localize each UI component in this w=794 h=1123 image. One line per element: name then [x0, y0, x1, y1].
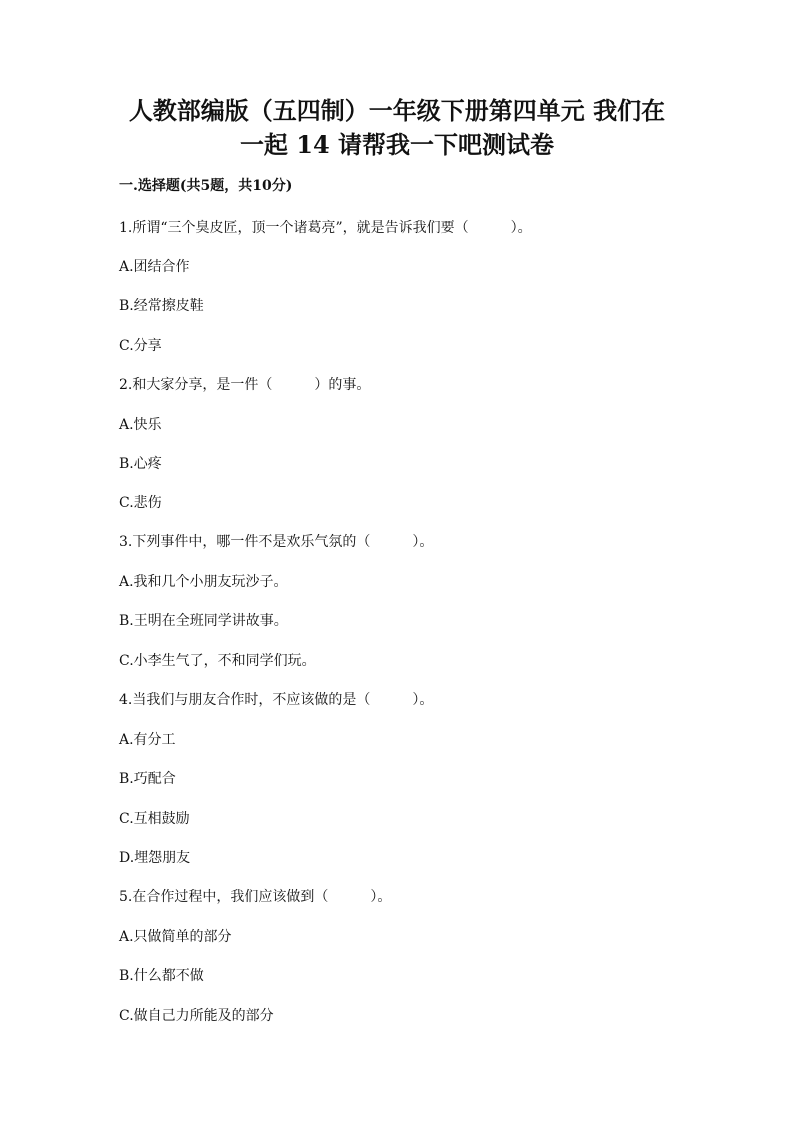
document-title-line-2: 一起 14 请帮我一下吧测试卷	[239, 130, 555, 159]
question-4-option-d: D.埋怨朋友	[119, 850, 191, 866]
question-2-option-c: C.悲伤	[119, 495, 162, 511]
question-5-option-c: C.做自己力所能及的部分	[119, 1008, 274, 1024]
question-1-option-b: B.经常擦皮鞋	[119, 298, 204, 314]
question-2-option-b: B.心疼	[119, 456, 162, 472]
question-2-option-a: A.快乐	[119, 417, 162, 433]
question-3-option-a: A.我和几个小朋友玩沙子。	[119, 574, 288, 590]
question-3-stem: 3.下列事件中，哪一件不是欢乐气氛的（ ）。	[119, 534, 434, 550]
question-5-stem: 5.在合作过程中，我们应该做到（ ）。	[119, 889, 392, 905]
section-heading: 一.选择题(共5题，共10分)	[119, 178, 293, 194]
question-1-option-a: A.团结合作	[119, 259, 190, 275]
question-4-stem: 4.当我们与朋友合作时，不应该做的是（ ）。	[119, 692, 434, 708]
question-3-option-b: B.王明在全班同学讲故事。	[119, 613, 288, 629]
question-1-stem: 1.所谓“三个臭皮匠，顶一个诸葛亮”，就是告诉我们要（ ）。	[119, 220, 532, 236]
question-4-option-b: B.巧配合	[119, 771, 176, 787]
question-3-option-c: C.小李生气了，不和同学们玩。	[119, 653, 316, 669]
question-5-option-a: A.只做简单的部分	[119, 929, 232, 945]
question-5-option-b: B.什么都不做	[119, 968, 204, 984]
question-1-option-c: C.分享	[119, 338, 162, 354]
document-title-line-1: 人教部编版（五四制）一年级下册第四单元 我们在	[128, 96, 666, 125]
question-2-stem: 2.和大家分享，是一件（ ）的事。	[119, 377, 371, 393]
question-4-option-a: A.有分工	[119, 732, 176, 748]
question-4-option-c: C.互相鼓励	[119, 811, 190, 827]
